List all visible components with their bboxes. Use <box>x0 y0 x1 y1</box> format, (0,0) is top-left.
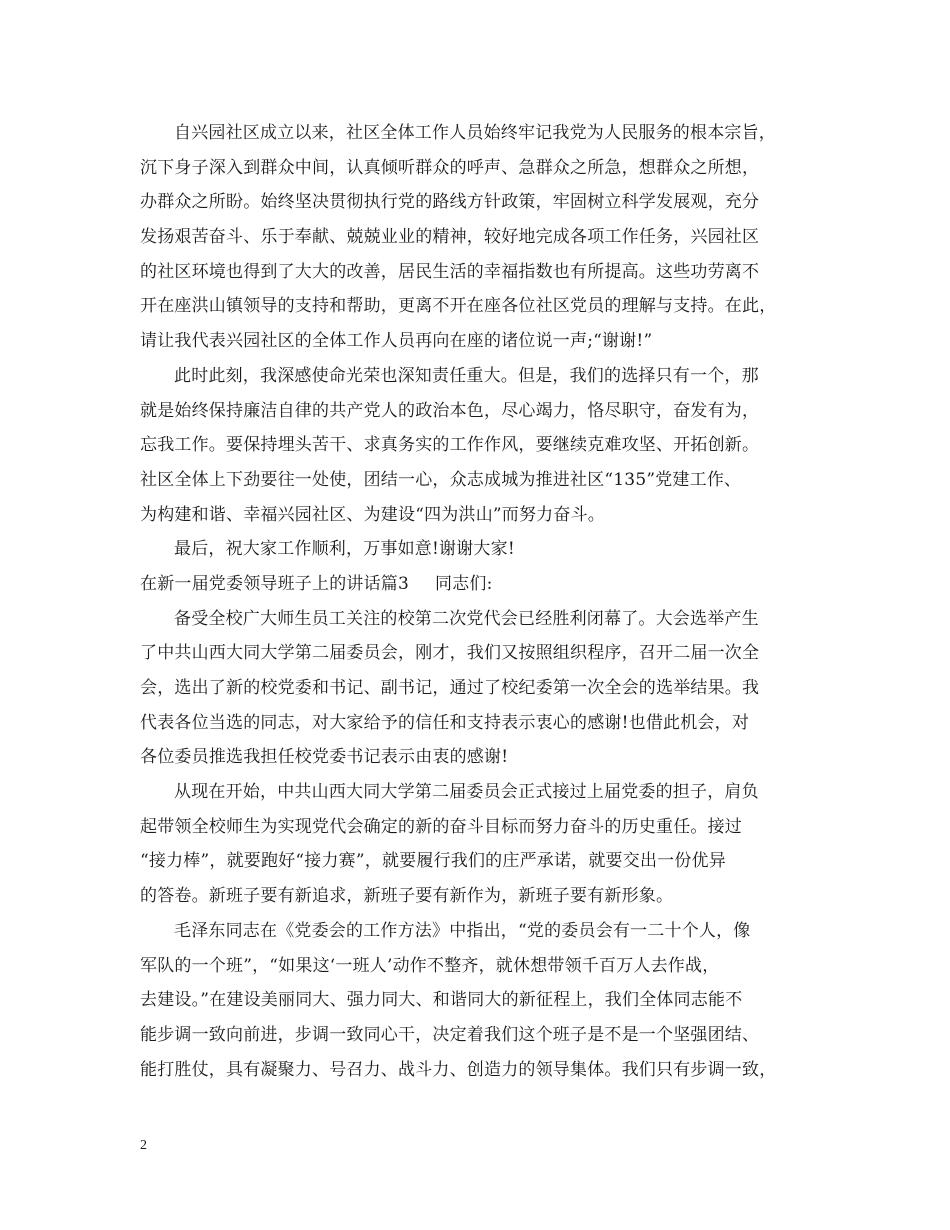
paragraph-line: 就是始终保持廉洁自律的共产党人的政治本色，尽心竭力，恪尽职守，奋发有为， <box>140 400 760 421</box>
paragraph-line: 办群众之所盼。始终坚决贯彻执行党的路线方针政策，牢固树立科学发展观，充分 <box>140 192 760 213</box>
paragraph-line: 请让我代表兴园社区的全体工作人员再向在座的诸位说一声;“谢谢!” <box>140 331 653 352</box>
paragraph-line: 会，选出了新的校党委和书记、副书记，通过了校纪委第一次全会的选举结果。我 <box>140 678 760 698</box>
paragraph-line: 起带领全校师生为实现党代会确定的新的奋斗目标而努力奋斗的历史重任。接过 <box>140 816 742 837</box>
paragraph-line: 备受全校广大师生员工关注的校第二次党代会已经胜利闭幕了。大会选举产生 <box>174 608 759 629</box>
paragraph-line: 军队的一个班”，“如果这‘一班人’动作不整齐，就休想带领千百万人去作战， <box>140 955 720 976</box>
paragraph-line: 了中共山西大同大学第二届委员会，刚才，我们又按照组织程序，召开二届一次全 <box>140 643 760 664</box>
paragraph-line: 从现在开始，中共山西大同大学第二届委员会正式接过上届党委的担子，肩负 <box>174 782 759 803</box>
paragraph-line: 自兴园社区成立以来，社区全体工作人员始终牢记我党为人民服务的根本宗旨， <box>174 123 776 143</box>
paragraph-line: 的社区环境也得到了大大的改善，居民生活的幸福指数也有所提高。这些功劳离不 <box>140 261 760 282</box>
paragraph-line: 能步调一致向前进，步调一致同心干，决定着我们这个班子是不是一个坚强团结、 <box>140 1024 760 1045</box>
paragraph-line: “接力棒”，就要跑好“接力赛”，就要履行我们的庄严承诺，就要交出一份优异 <box>140 851 726 872</box>
paragraph-line: 开在座洪山镇领导的支持和帮助，更离不开在座各位社区党员的理解与支持。在此， <box>140 296 777 317</box>
paragraph-line: 为构建和谐、幸福兴园社区、为建设“四为洪山”而努力奋斗。 <box>140 504 605 525</box>
paragraph-line: 社区全体上下劲要往一处使，团结一心，众志成城为推进社区“135”党建工作、 <box>140 469 742 490</box>
paragraph-line: 最后，祝大家工作顺利，万事如意!谢谢大家! <box>174 539 515 560</box>
salutation: 同志们: <box>435 573 493 594</box>
paragraph-line: 各位委员推选我担任校党委书记表示由衷的感谢! <box>140 747 509 768</box>
paragraph-line: 此时此刻，我深感使命光荣也深知责任重大。但是，我们的选择只有一个，那 <box>174 365 759 386</box>
section-heading <box>140 567 830 602</box>
body-text <box>140 116 830 1087</box>
paragraph-line: 能打胜仗，具有凝聚力、号召力、战斗力、创造力的领导集体。我们只有步调一致， <box>140 1059 777 1080</box>
section-title: 在新一届党委领导班子上的讲话篇3 <box>140 573 410 594</box>
paragraph-line: 的答卷。新班子要有新追求，新班子要有新作为，新班子要有新形象。 <box>140 886 674 907</box>
paragraph-line: 毛泽东同志在《党委会的工作方法》中指出，“党的委员会有一二十个人，像 <box>174 920 751 941</box>
paragraph-line: 忘我工作。要保持埋头苦干、求真务实的工作作风，要继续克难攻坚、开拓创新。 <box>140 435 760 456</box>
paragraph-line: 代表各位当选的同志，对大家给予的信任和支持表示衷心的感谢!也借此机会，对 <box>140 712 750 733</box>
paragraph-line: 去建设。”在建设美丽同大、强力同大、和谐同大的新征程上，我们全体同志能不 <box>140 990 743 1011</box>
paragraph-line: 沉下身子深入到群众中间，认真倾听群众的呼声、急群众之所急，想群众之所想， <box>140 157 760 178</box>
page-number: 2 <box>140 1138 147 1153</box>
paragraph-line: 发扬艰苦奋斗、乐于奉献、兢兢业业的精神，较好地完成各项工作任务，兴园社区 <box>140 227 760 248</box>
